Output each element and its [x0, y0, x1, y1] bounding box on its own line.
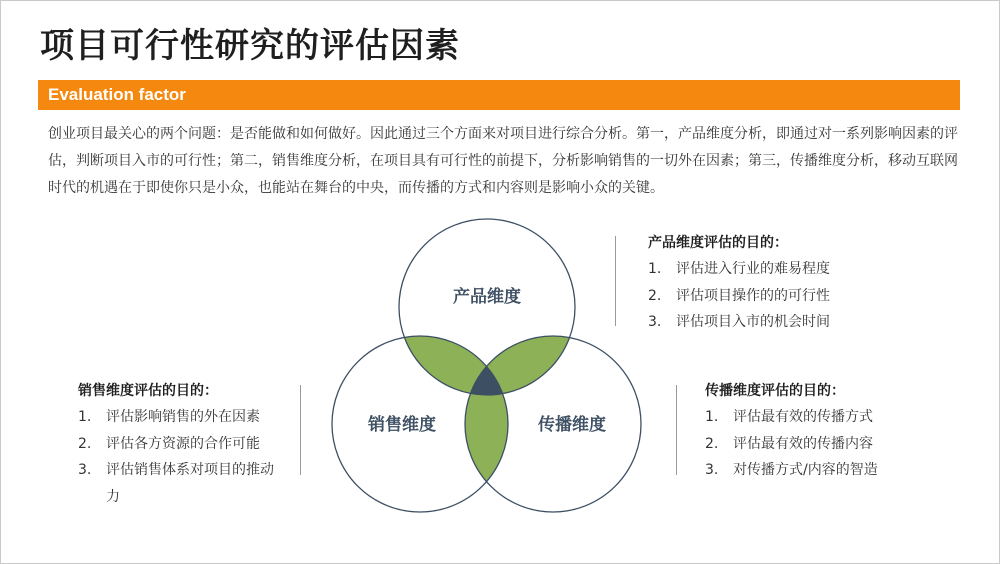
list-item — [648, 309, 868, 336]
spread-purpose-block — [705, 380, 935, 484]
page-title: 项目可行性研究的评估因素 — [40, 26, 460, 66]
list-text: 评估最有效的传播内容 — [733, 435, 873, 452]
list-number: 3. — [705, 462, 719, 478]
list-item — [78, 404, 283, 431]
product-list — [648, 256, 868, 336]
list-item — [705, 457, 935, 484]
venn-label-sales: 销售维度 — [368, 415, 436, 435]
divider-sales — [300, 385, 301, 475]
divider-product — [615, 236, 616, 326]
venn-label-product: 产品维度 — [453, 287, 521, 307]
list-number: 2. — [648, 287, 662, 304]
list-text: 评估进入行业的难易程度 — [676, 261, 830, 277]
list-item — [78, 431, 283, 458]
spread-heading: 传播维度评估的目的： — [705, 383, 845, 399]
list-item — [648, 283, 868, 310]
list-item — [705, 431, 935, 458]
list-number: 3. — [648, 314, 662, 330]
product-heading: 产品维度评估的目的： — [648, 235, 788, 251]
list-number: 3. — [78, 462, 92, 478]
banner-label: Evaluation factor — [48, 85, 186, 104]
list-number: 1. — [78, 409, 92, 425]
list-item — [78, 457, 283, 510]
sales-purpose-block — [78, 380, 283, 510]
divider-spread — [676, 385, 677, 475]
venn-label-spread: 传播维度 — [538, 415, 606, 435]
list-text: 评估项目操作的的可行性 — [676, 287, 830, 304]
list-text: 评估影响销售的外在因素 — [106, 409, 260, 425]
list-text: 评估项目入市的机会时间 — [676, 314, 830, 330]
product-purpose-block — [648, 232, 868, 336]
list-number: 2. — [705, 435, 719, 452]
list-text: 评估各方资源的合作可能 — [106, 435, 260, 452]
list-number: 1. — [648, 261, 662, 277]
list-text: 评估最有效的传播方式 — [733, 409, 873, 425]
list-number: 2. — [78, 435, 92, 452]
list-item — [705, 404, 935, 431]
list-item — [648, 256, 868, 283]
sales-heading: 销售维度评估的目的： — [78, 383, 218, 399]
sales-list — [78, 404, 283, 510]
list-number: 1. — [705, 409, 719, 425]
intro-paragraph: 创业项目最关心的两个问题：是否能做和如何做好。因此通过三个方面来对项目进行综合分析。第一，产品维度分析，即通过对一系列影响因素的评估，判断项目入市的可行性；第二，销售维度分析，在项目具有可行性的前提下，分析影响销售的一切外在因素；第三，传播维度分析，移动互联网时代的机遇在于即使你只是小众，也能站在舞台的中央，而传播的方式和内容则是影响小众的关键。 — [48, 126, 958, 196]
spread-list — [705, 404, 935, 484]
list-text: 对传播方式/内容的智造 — [733, 462, 878, 478]
list-text: 评估销售体系对项目的推动力 — [106, 462, 274, 505]
